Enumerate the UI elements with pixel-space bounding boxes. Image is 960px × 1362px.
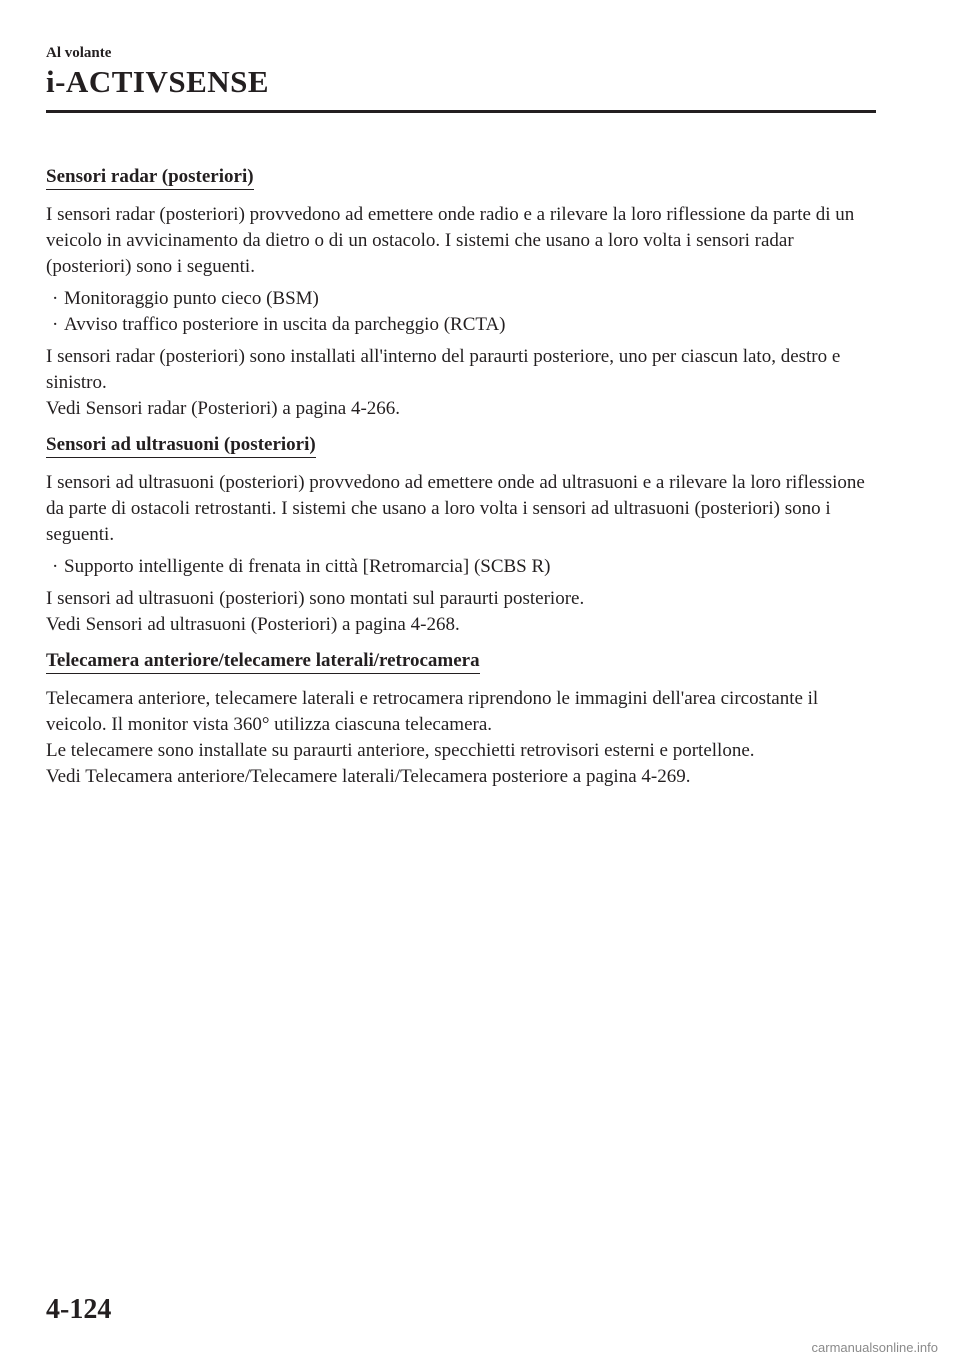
section-intro: I sensori radar (posteriori) provvedono ad emettere onde radio e a rilevare la loro riflessione da parte di un veicolo in avvicinamento da dietro o di un ostacolo. I sistemi che usano a loro volta i sensori radar (posteriori) sono i seguenti. [46,204,855,277]
system-list [46,286,876,338]
page-reference: Vedi Sensori radar (Posteriori) a pagina 4-266. [46,398,401,419]
bullet-icon: · [52,288,59,309]
watermark: carmanualsonline.info [811,1340,938,1355]
section-heading: Sensori radar (posteriori) [46,166,254,190]
section-detail: Telecamera anteriore, telecamere laterali e retrocamera riprendono le immagini dell'area circostante il veicolo. Il monitor vista 360° utilizza ciascuna telecamera. [46,688,819,735]
list-item: · Avviso traffico posteriore in uscita da parcheggio (RCTA) [46,312,876,338]
section-radar-sensors [46,160,876,422]
section-ultrasonic-sensors [46,428,876,638]
chapter-title: i-ACTIVSENSE [46,64,270,99]
page-number: 4-124 [46,1294,112,1325]
bullet-icon: · [52,556,59,577]
page-header [46,44,876,100]
section-intro: I sensori ad ultrasuoni (posteriori) provvedono ad emettere onde ad ultrasuoni e a rilevare la loro riflessione da parte di ostacoli retrostanti. I sistemi che usano a loro volta i sensori ad ultrasuoni (posteriori) sono i seguenti. [46,472,865,545]
section-heading: Telecamera anteriore/telecamere laterali/retrocamera [46,650,480,674]
system-list [46,554,876,580]
page-reference: Vedi Sensori ad ultrasuoni (Posteriori) a pagina 4-268. [46,614,460,635]
main-content [46,160,876,796]
section-detail: I sensori ad ultrasuoni (posteriori) sono montati sul paraurti posteriore. [46,588,585,609]
list-item: · Monitoraggio punto cieco (BSM) [46,286,876,312]
section-detail: I sensori radar (posteriori) sono installati all'interno del paraurti posteriore, uno per ciascun lato, destro e sinistro. [46,346,841,393]
section-cameras [46,644,876,790]
list-item: · Supporto intelligente di frenata in città [Retromarcia] (SCBS R) [46,554,876,580]
page-reference: Vedi Telecamera anteriore/Telecamere laterali/Telecamera posteriore a pagina 4-269. [46,766,691,787]
header-rule [46,110,876,113]
section-detail: Le telecamere sono installate su paraurti anteriore, specchietti retrovisori esterni e portellone. [46,740,755,761]
section-label: Al volante [46,45,112,61]
section-heading: Sensori ad ultrasuoni (posteriori) [46,434,316,458]
bullet-icon: · [52,314,59,335]
